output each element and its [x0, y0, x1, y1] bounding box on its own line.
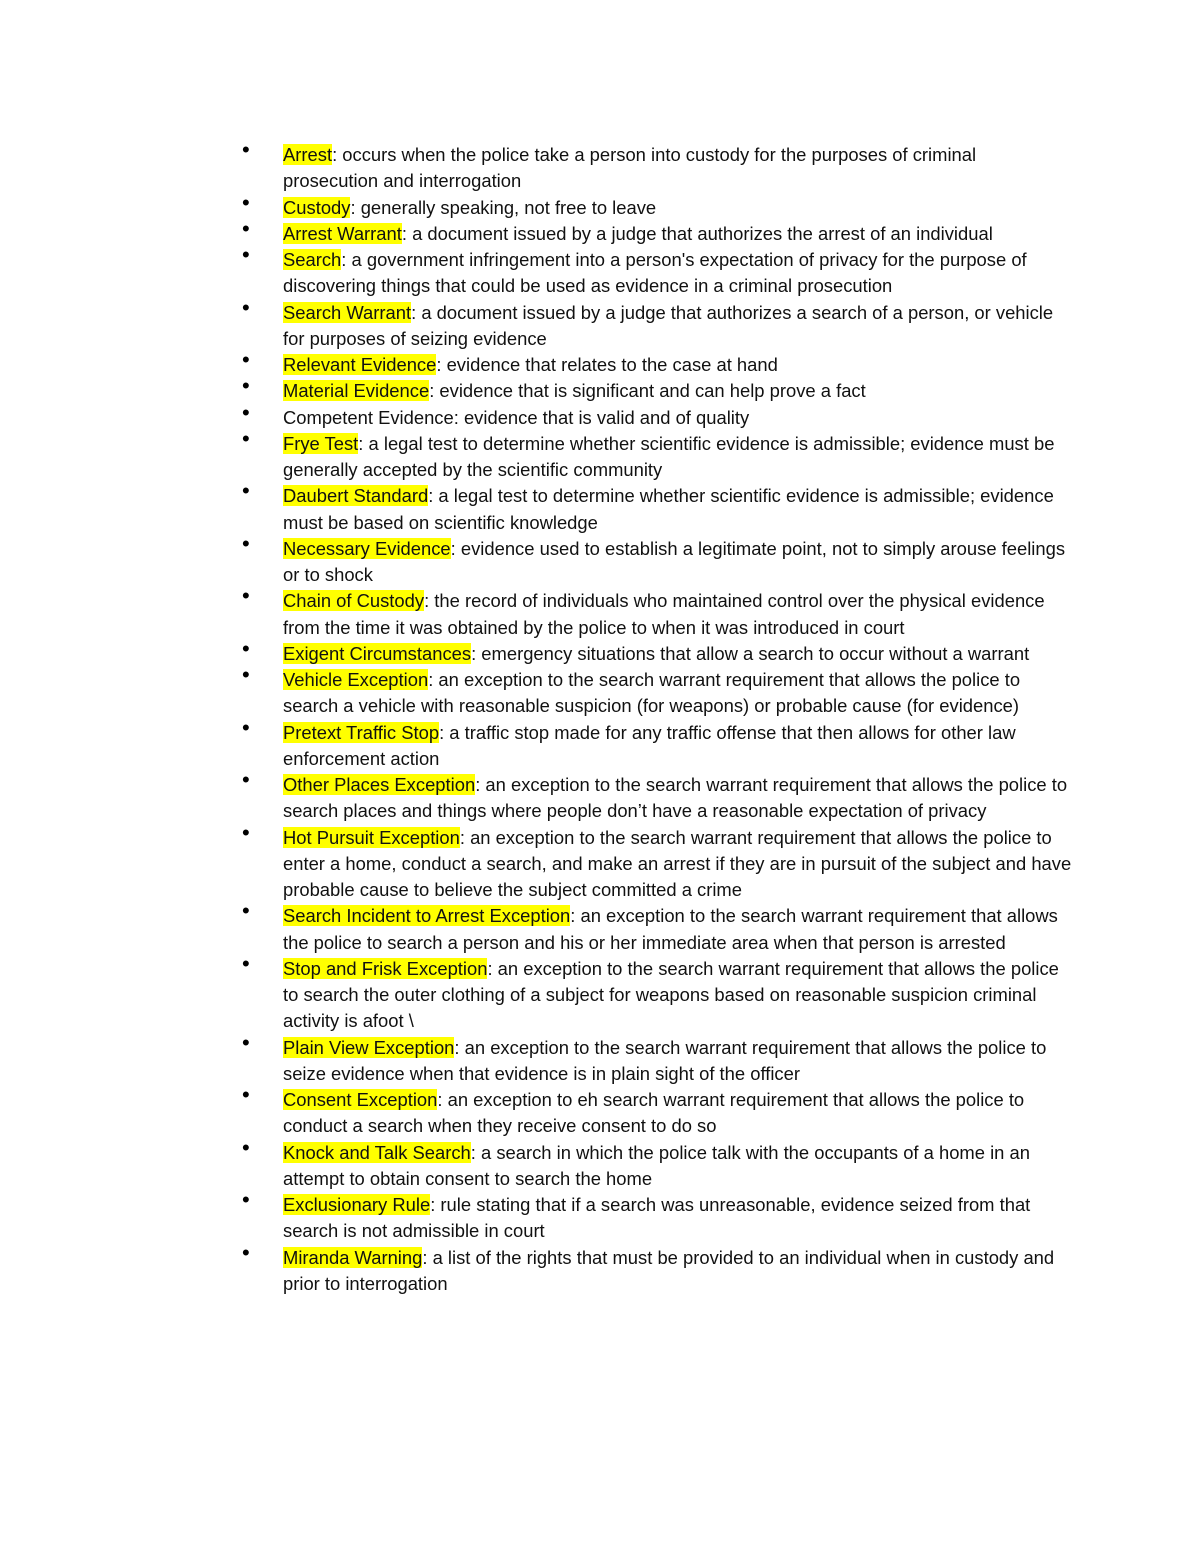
- glossary-term: Chain of Custody: [283, 590, 425, 612]
- bullet-dot-icon: •: [242, 425, 250, 451]
- glossary-definition: : a document issued by a judge that authorizes the arrest of an individual: [401, 222, 993, 244]
- glossary-definition: : an exception to the search warrant requirement that allows the police to enter a home, conduct a search, and make an arrest if they are in pursuit of the subject and have probable cause to believe the subject committed a crime: [283, 826, 1072, 900]
- bullet-dot-icon: •: [242, 478, 250, 504]
- glossary-term: Material Evidence: [283, 380, 430, 402]
- glossary-definition: : occurs when the police take a person into custody for the purposes of criminal prosecution and interrogation: [283, 144, 977, 192]
- bullet-dot-icon: •: [242, 714, 250, 740]
- bullet-dot-icon: •: [242, 950, 250, 976]
- glossary-term: Search: [283, 249, 342, 270]
- glossary-term: Plain View Exception: [283, 1036, 455, 1058]
- glossary-definition: : an exception to the search warrant requirement that allows the police to seize evidence when that evidence is in plain sight of the officer: [283, 1036, 1047, 1084]
- glossary-term: Exclusionary Rule: [283, 1194, 431, 1215]
- glossary-term: Vehicle Exception: [283, 669, 429, 690]
- bullet-dot-icon: •: [242, 1134, 250, 1160]
- bullet-dot-icon: •: [242, 189, 250, 215]
- bullet-dot-icon: •: [242, 1029, 250, 1055]
- bullet-dot-icon: •: [242, 1239, 250, 1265]
- glossary-item: [242, 635, 1072, 667]
- glossary-definition: : emergency situations that allow a search to occur without a warrant: [471, 642, 1030, 664]
- glossary-item: [242, 950, 1072, 1035]
- glossary-item: [242, 1187, 1072, 1245]
- glossary-definition: : an exception to the search warrant requirement that allows the police to search the outer clothing of a subject for weapons based on reasonable suspicion criminal activity is afoot \: [283, 957, 1059, 1032]
- glossary-definition: : evidence that relates to the case at hand: [436, 354, 778, 375]
- glossary-definition: : the record of individuals who maintained control over the physical evidence from the time it was obtained by the police to when it was introduced in court: [283, 590, 1045, 638]
- bullet-dot-icon: •: [242, 399, 250, 425]
- bullet-dot-icon: •: [242, 294, 250, 320]
- glossary-definition: : a search in which the police talk with the occupants of a home in an attempt to obtain consent to search the home: [283, 1141, 1030, 1189]
- glossary-item: [242, 530, 1072, 589]
- glossary-term: Arrest: [283, 144, 333, 165]
- glossary-term: Hot Pursuit Exception: [283, 826, 460, 848]
- bullet-dot-icon: •: [242, 662, 250, 687]
- glossary-definition: : a legal test to determine whether scientific evidence is admissible; evidence must be generally accepted by the scientific community: [283, 432, 1055, 480]
- bullet-dot-icon: •: [242, 819, 250, 845]
- glossary-item: [242, 425, 1072, 484]
- bullet-dot-icon: •: [242, 1082, 250, 1107]
- glossary-definition: : a document issued by a judge that authorizes a search of a person, or vehicle for purposes of seizing evidence: [283, 301, 1054, 349]
- glossary-term: Search Incident to Arrest Exception: [283, 905, 571, 927]
- glossary-term: Frye Test: [283, 432, 359, 454]
- bullet-dot-icon: •: [242, 215, 250, 241]
- glossary-term: Knock and Talk Search: [283, 1141, 471, 1163]
- bullet-dot-icon: •: [242, 347, 250, 372]
- glossary-list: [242, 137, 1072, 1297]
- glossary-item: [242, 189, 1072, 221]
- glossary-definition: : a legal test to determine whether scientific evidence is admissible; evidence must be based on scientific knowledge: [283, 485, 1054, 533]
- glossary-term: Relevant Evidence: [283, 354, 437, 375]
- glossary-definition: : evidence that is valid and of quality: [453, 406, 750, 428]
- glossary-definition: : an exception to the search warrant requirement that allows the police to search a vehicle with reasonable suspicion (for weapons) or probable cause (for evidence): [283, 669, 1021, 717]
- bullet-dot-icon: •: [242, 635, 250, 661]
- glossary-item: [242, 583, 1072, 641]
- glossary-definition: : an exception to the search warrant requirement that allows the police to search places and things where people don’t have a reasonable expectation of privacy: [283, 774, 1068, 822]
- bullet-dot-icon: •: [242, 373, 250, 399]
- bullet-dot-icon: •: [242, 898, 250, 924]
- bullet-dot-icon: •: [242, 530, 250, 556]
- bullet-dot-icon: •: [242, 767, 250, 792]
- glossary-term: Miranda Warning: [283, 1246, 423, 1268]
- glossary-term: Pretext Traffic Stop: [283, 721, 440, 743]
- glossary-item: [242, 373, 1072, 404]
- glossary-item: [242, 242, 1072, 300]
- glossary-term: Consent Exception: [283, 1089, 438, 1110]
- glossary-definition: : a traffic stop made for any traffic offense that then allows for other law enforcement action: [283, 721, 1016, 769]
- glossary-definition: : evidence that is significant and can help prove a fact: [429, 380, 866, 402]
- glossary-definition: : a list of the rights that must be provided to an individual when in custody and prior to interrogation: [283, 1246, 1055, 1294]
- glossary-item: [242, 399, 1072, 431]
- glossary-item: [242, 1134, 1072, 1193]
- glossary-item: [242, 478, 1072, 536]
- glossary-term: Custody: [283, 196, 351, 218]
- glossary-item: [242, 714, 1072, 773]
- glossary-term: Daubert Standard: [283, 485, 429, 507]
- glossary-item: [242, 662, 1072, 720]
- glossary-definition: : generally speaking, not free to leave: [350, 196, 657, 218]
- glossary-term: Exigent Circumstances: [283, 642, 472, 664]
- glossary-item: [242, 1239, 1072, 1298]
- glossary-item: [242, 767, 1072, 825]
- glossary-definition: : rule stating that if a search was unreasonable, evidence seized from that search is not admissible in court: [283, 1194, 1031, 1242]
- glossary-term: Necessary Evidence: [283, 537, 451, 559]
- glossary-term: Stop and Frisk Exception: [283, 957, 488, 979]
- glossary-item: [242, 137, 1072, 195]
- bullet-dot-icon: •: [242, 583, 250, 609]
- bullet-dot-icon: •: [242, 137, 250, 162]
- glossary-term: Arrest Warrant: [283, 222, 402, 244]
- glossary-item: [242, 215, 1072, 247]
- glossary-term: Search Warrant: [283, 301, 412, 323]
- glossary-item: [242, 1029, 1072, 1088]
- glossary-item: [242, 294, 1072, 353]
- glossary-item: [242, 347, 1072, 378]
- bullet-dot-icon: •: [242, 1187, 250, 1212]
- bullet-dot-icon: •: [242, 242, 250, 267]
- glossary-term: Other Places Exception: [283, 774, 476, 795]
- glossary-item: [242, 819, 1072, 904]
- glossary-definition: : a government infringement into a person's expectation of privacy for the purpose of discovering things that could be used as evidence in a criminal prosecution: [283, 249, 1027, 297]
- glossary-term: Competent Evidence: [283, 406, 454, 428]
- glossary-definition: : an exception to the search warrant requirement that allows the police to search a person and his or her immediate area when that person is arrested: [283, 905, 1058, 953]
- glossary-definition: : evidence used to establish a legitimate point, not to simply arouse feelings or to shock: [283, 537, 1066, 585]
- glossary-item: [242, 1082, 1072, 1140]
- glossary-definition: : an exception to eh search warrant requirement that allows the police to conduct a search when they receive consent to do so: [283, 1089, 1025, 1137]
- glossary-item: [242, 898, 1072, 956]
